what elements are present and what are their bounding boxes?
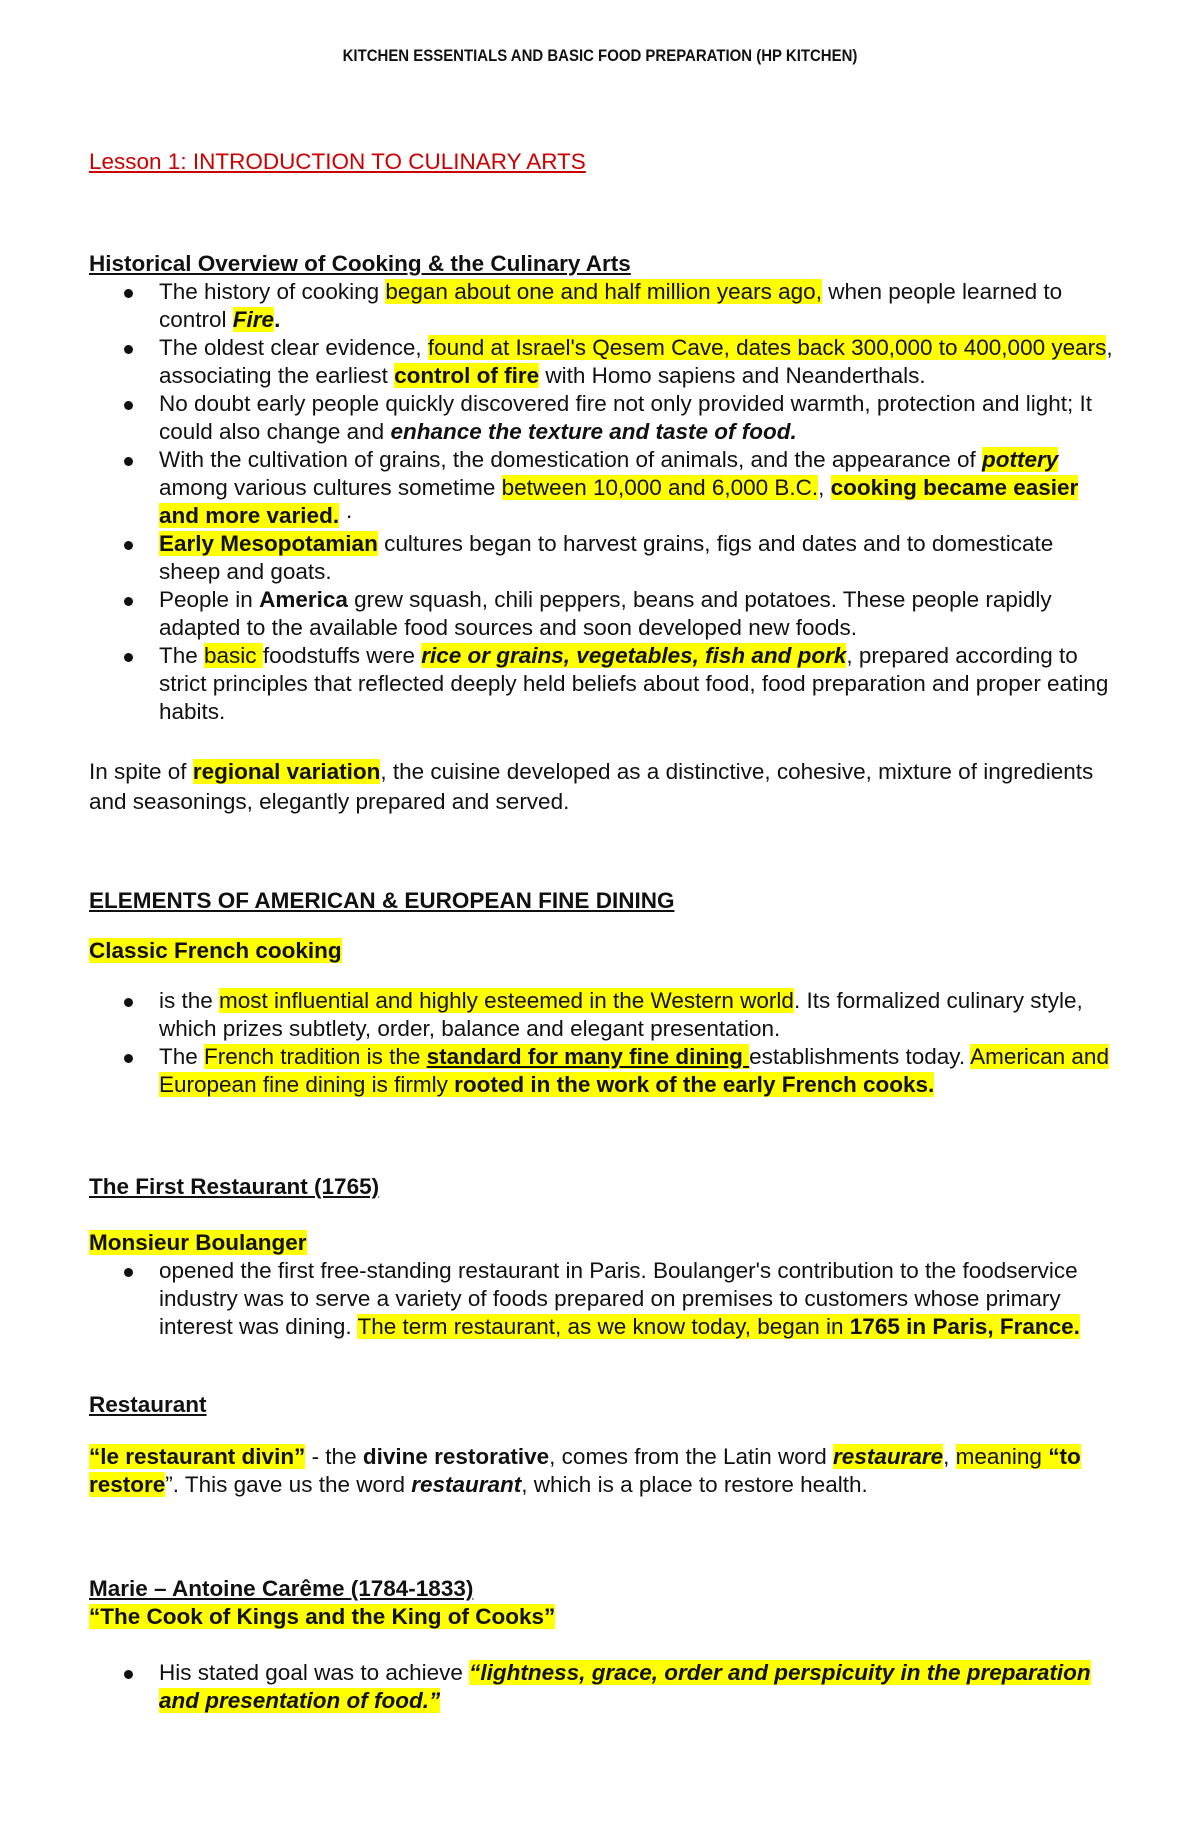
boulanger-bullet-list	[89, 1257, 1119, 1341]
history-section	[89, 250, 1119, 726]
list-item: The oldest clear evidence, found at Israel's Qesem Cave, dates back 300,000 to 400,000 years, associating the earliest control of fire with Homo sapiens and Neanderthals.	[159, 334, 1119, 390]
boulanger-section	[89, 1229, 1119, 1341]
careme-heading: Marie – Antoine Carême (1784-1833)	[89, 1576, 474, 1601]
boulanger-heading: Monsieur Boulanger	[89, 1230, 307, 1255]
careme-list	[89, 1659, 1119, 1715]
list-item: With the cultivation of grains, the domestication of animals, and the appearance of pottery among various cultures sometime between 10,000 and 6,000 B.C., cooking became easier and more varied. ·	[159, 446, 1119, 530]
careme-bullet-list	[89, 1659, 1119, 1715]
first-restaurant-heading: The First Restaurant (1765)	[89, 1174, 380, 1199]
document-title: KITCHEN ESSENTIALS AND BASIC FOOD PREPARATION (HP KITCHEN)	[342, 46, 858, 65]
list-item: People in America grew squash, chili peppers, beans and potatoes. These people rapidly adapted to the available food sources and soon developed new foods.	[159, 586, 1119, 642]
list-item: His stated goal was to achieve “lightness, grace, order and perspicuity in the preparation and presentation of food.”	[159, 1659, 1119, 1715]
list-item: The French tradition is the standard for many fine dining establishments today. American and European fine dining is firmly rooted in the work of the early French cooks.	[159, 1043, 1119, 1099]
list-item: opened the first free-standing restaurant in Paris. Boulanger's contribution to the foodservice industry was to serve a variety of foods prepared on premises to customers whose primary interest was dining. The term restaurant, as we know today, began in 1765 in Paris, France.	[159, 1257, 1119, 1341]
history-paragraph: In spite of regional variation, the cuisine developed as a distinctive, cohesive, mixture of ingredients and seasonings, elegantly prepared and served.	[89, 759, 1094, 814]
lesson-title: Lesson 1: INTRODUCTION TO CULINARY ARTS	[89, 149, 586, 174]
list-item: Early Mesopotamian cultures began to harvest grains, figs and dates and to domesticate sheep and goats.	[159, 530, 1119, 586]
list-item: The basic foodstuffs were rice or grains, vegetables, fish and pork, prepared according to strict principles that reflected deeply held beliefs about food, food preparation and proper eating habits.	[159, 642, 1119, 726]
classic-french-heading: Classic French cooking	[89, 938, 342, 963]
history-bullet-list	[89, 278, 1119, 726]
history-heading: Historical Overview of Cooking & the Culinary Arts	[89, 251, 631, 276]
list-item: is the most influential and highly esteemed in the Western world. Its formalized culinary style, which prizes subtlety, order, balance and elegant presentation.	[159, 987, 1119, 1043]
fine-dining-heading: ELEMENTS OF AMERICAN & EUROPEAN FINE DINING	[89, 888, 675, 913]
list-item: No doubt early people quickly discovered fire not only provided warmth, protection and light; It could also change and enhance the texture and taste of food.	[159, 390, 1119, 446]
careme-subtitle: “The Cook of Kings and the King of Cooks”	[89, 1604, 556, 1629]
fine-dining-bullet-list	[89, 987, 1119, 1099]
restaurant-paragraph: “le restaurant divin” - the divine restorative, comes from the Latin word restaurare, meaning “to restore”. This gave us the word restaurant, which is a place to restore health.	[89, 1444, 1081, 1497]
careme-section	[89, 1575, 1119, 1631]
list-item: The history of cooking began about one and half million years ago, when people learned to control Fire.	[159, 278, 1119, 334]
fine-dining-section	[89, 987, 1119, 1099]
restaurant-heading: Restaurant	[89, 1392, 207, 1417]
